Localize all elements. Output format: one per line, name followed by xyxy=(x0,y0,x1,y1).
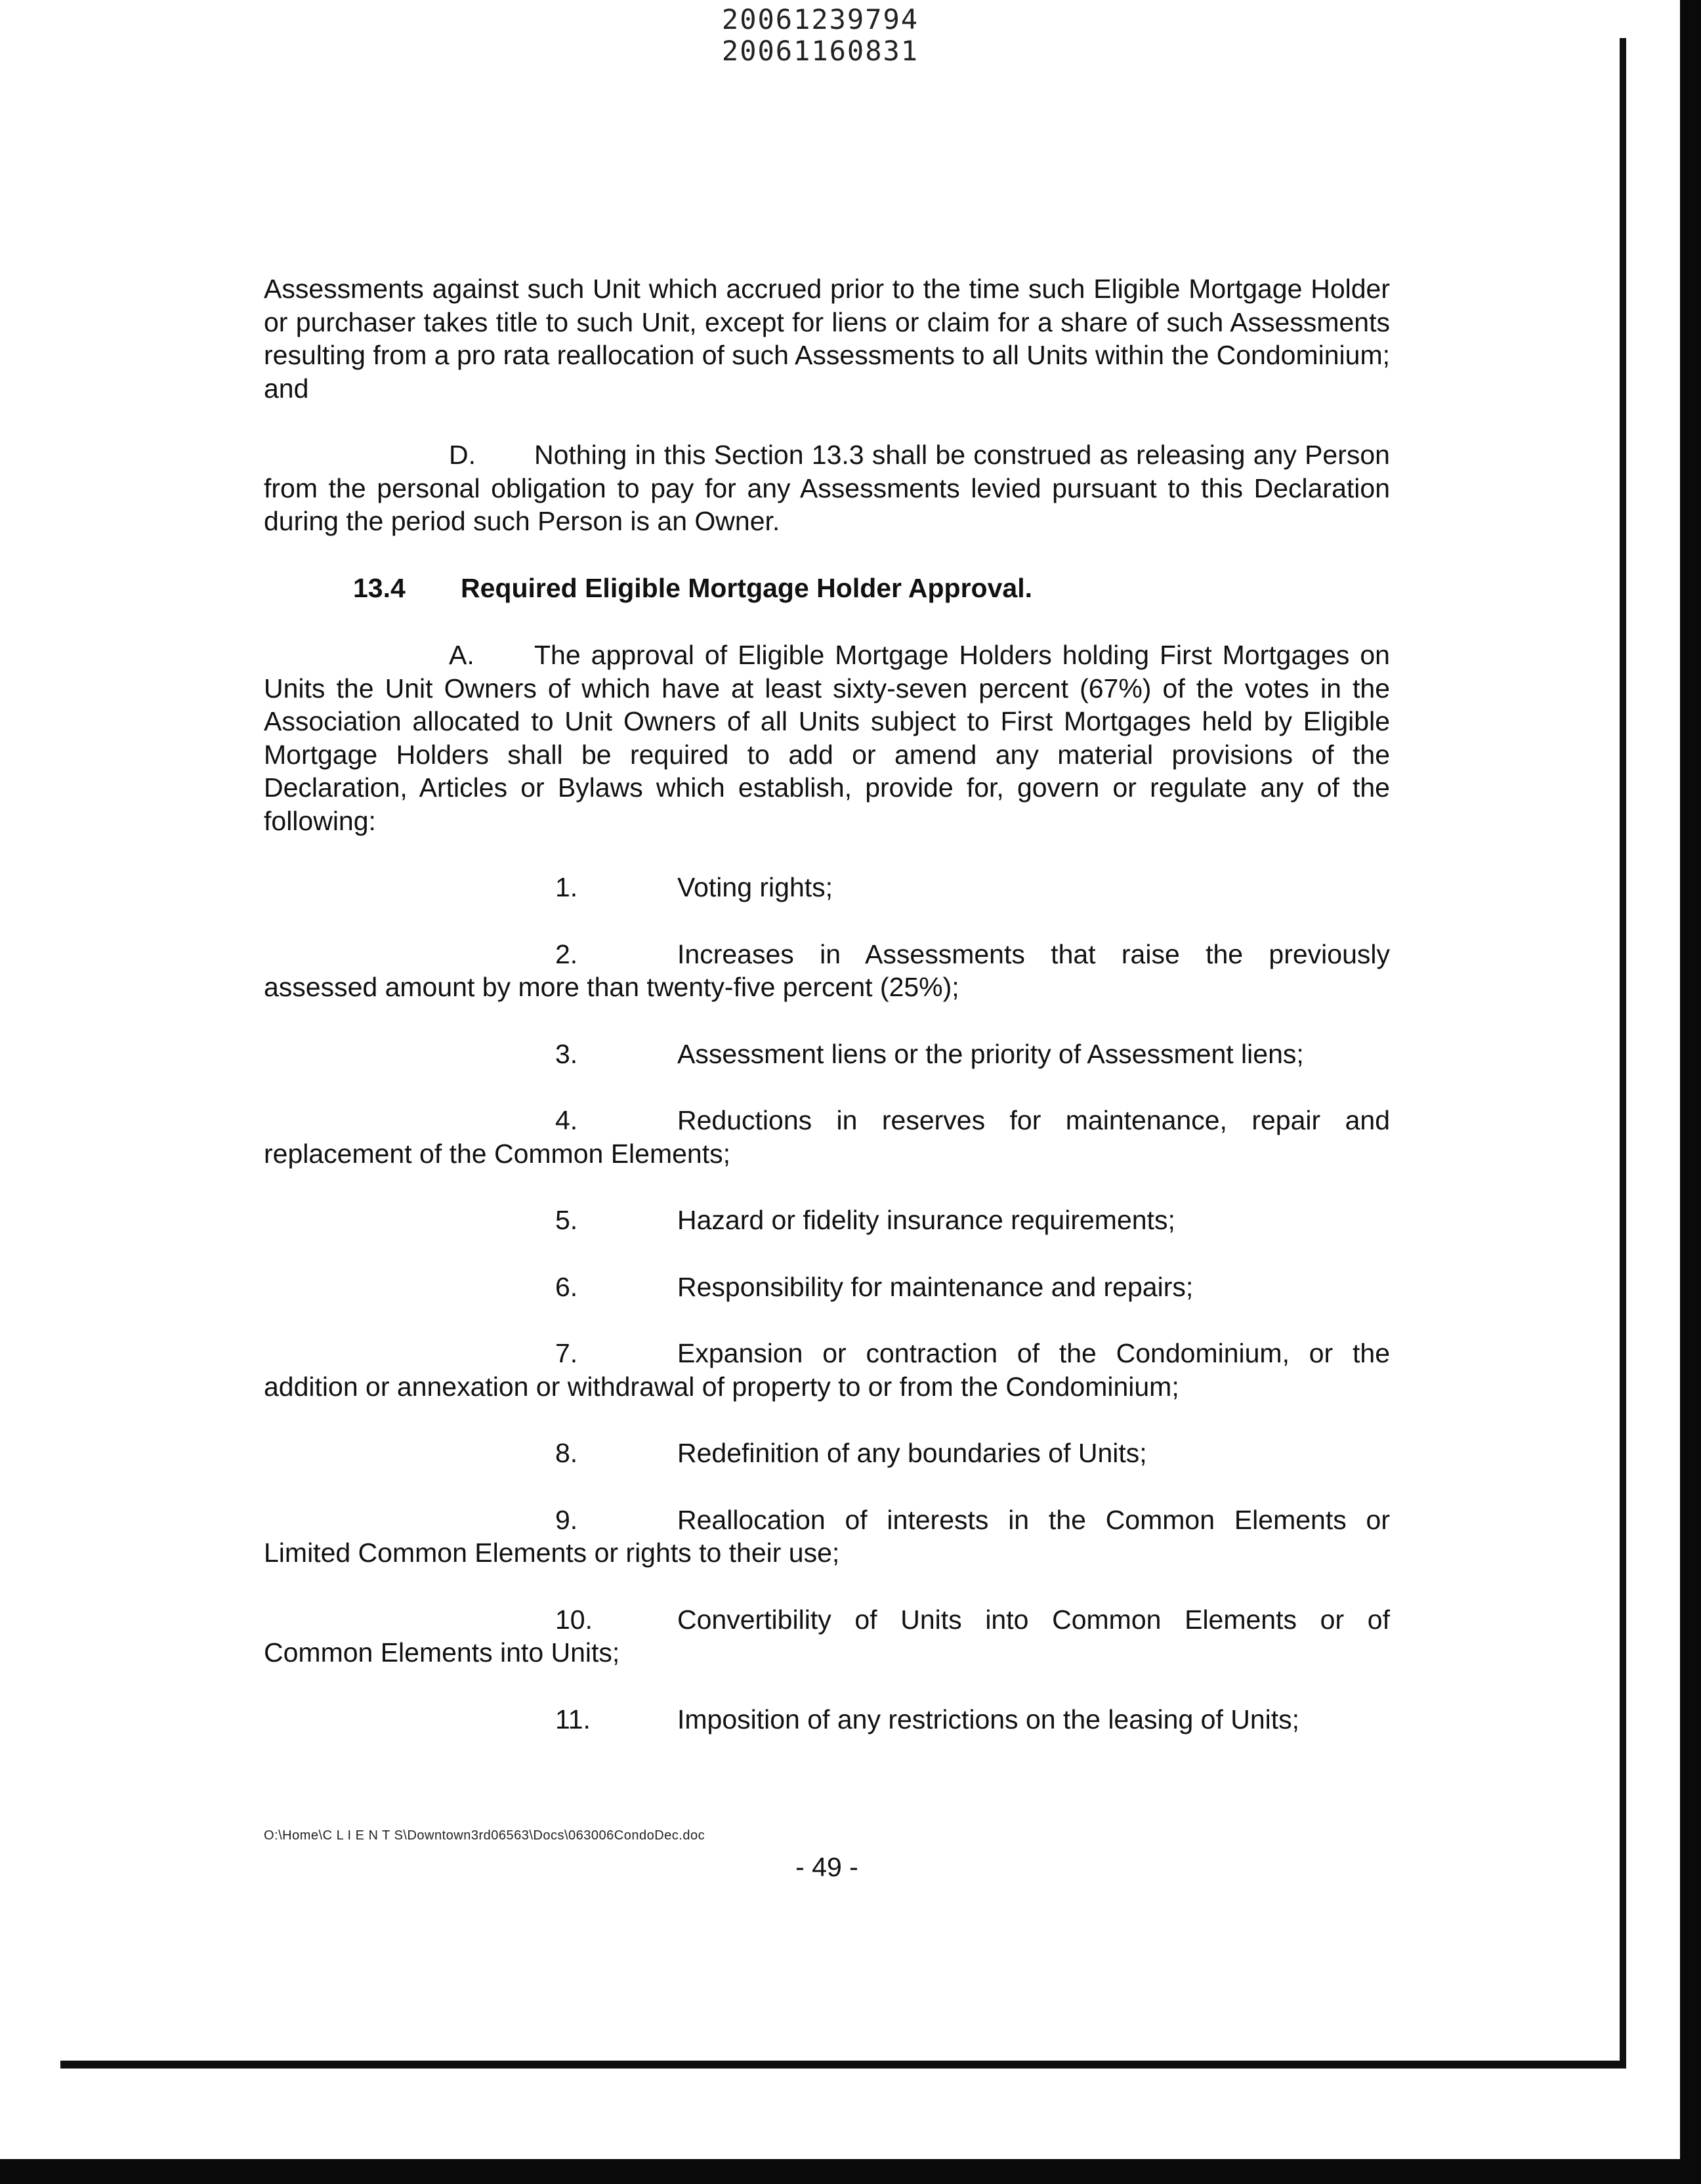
list-item xyxy=(264,938,1390,1004)
paragraph-a xyxy=(264,639,1390,837)
list-item-text: Increases in Assessments that raise the previously assessed amount by more than twenty-five percent (25%); xyxy=(264,938,1390,1002)
paragraph-marker: A. xyxy=(449,640,474,670)
list-item xyxy=(264,1337,1390,1403)
paragraph-d xyxy=(264,438,1390,538)
paragraph-text: The approval of Eligible Mortgage Holders holding First Mortgages on Units the Unit Owners of which have at least sixty-seven percent (67%) of the votes in the Association allocated to Unit Owners of all Units subject to First Mortgages held by Eligible Mortgage Holders shall be required to add or amend any material provisions of the Declaration, Articles or Bylaws which establish, provide for, govern or regulate any of the following: xyxy=(264,640,1390,836)
paragraph-marker: D. xyxy=(449,440,476,470)
list-item-number: 1. xyxy=(555,872,578,902)
list-item-number: 2. xyxy=(555,938,578,969)
page-edge-right-rule xyxy=(1620,38,1626,2066)
list-item-number: 11. xyxy=(555,1704,591,1734)
scan-border-bottom xyxy=(0,2159,1701,2184)
list-item-number: 8. xyxy=(555,1438,578,1468)
list-item xyxy=(264,1104,1390,1170)
section-number: 13.4 xyxy=(353,572,406,603)
list-item xyxy=(264,1503,1390,1570)
list-item-text: Imposition of any restrictions on the leasing of Units; xyxy=(677,1704,1300,1734)
list-item-text: Convertibility of Units into Common Elements or of Common Elements into Units; xyxy=(264,1604,1390,1668)
list-item-number: 3. xyxy=(555,1038,578,1069)
list-item-number: 6. xyxy=(555,1271,578,1302)
scan-border-right xyxy=(1680,0,1701,2184)
continuation-paragraph: Assessments against such Unit which accrued prior to the time such Eligible Mortgage Holder or purchaser takes title to such Unit, except for liens or claim for a share of such Assessments resulting from a pro rata reallocation of such Assessments to all Units within the Condominium; and xyxy=(264,274,1390,404)
list-item-number: 7. xyxy=(555,1338,578,1368)
recording-number-2: 20061160831 xyxy=(721,35,919,67)
list-item-text: Assessment liens or the priority of Assessment liens; xyxy=(677,1038,1304,1069)
list-item-number: 9. xyxy=(555,1504,578,1535)
list-item xyxy=(264,871,1390,904)
paragraph-text: Nothing in this Section 13.3 shall be construed as releasing any Person from the personal obligation to pay for any Assessments levied pursuant to this Declaration during the period such Person is an Owner. xyxy=(264,440,1390,536)
document-body xyxy=(264,272,1390,1769)
list-item-text: Voting rights; xyxy=(677,872,833,902)
list-item xyxy=(264,1437,1390,1470)
list-item-number: 10. xyxy=(555,1604,593,1635)
list-item-text: Reductions in reserves for maintenance, repair and replacement of the Common Elements; xyxy=(264,1105,1390,1169)
list-item-number: 5. xyxy=(555,1205,578,1235)
section-heading xyxy=(264,572,1390,605)
list-item-text: Responsibility for maintenance and repairs; xyxy=(677,1271,1194,1302)
list-item-text: Expansion or contraction of the Condominium, or the addition or annexation or withdrawal of property to or from the Condominium; xyxy=(264,1338,1390,1402)
list-item-text: Reallocation of interests in the Common Elements or Limited Common Elements or rights to their use; xyxy=(264,1504,1390,1568)
list-item-number: 4. xyxy=(555,1105,578,1135)
list-item-text: Redefinition of any boundaries of Units; xyxy=(677,1438,1147,1468)
document-file-path: O:\Home\C L I E N T S\Downtown3rd06563\Docs\063006CondoDec.doc xyxy=(264,1828,705,1843)
section-title: Required Eligible Mortgage Holder Approval. xyxy=(461,572,1032,603)
page-edge-bottom-rule xyxy=(60,2061,1626,2068)
list-item xyxy=(264,1270,1390,1304)
list-item xyxy=(264,1204,1390,1237)
list-item xyxy=(264,1703,1390,1736)
page-number: - 49 - xyxy=(795,1852,858,1882)
recording-number-1: 20061239794 xyxy=(721,3,919,35)
list-item-text: Hazard or fidelity insurance requirements; xyxy=(677,1205,1175,1235)
list-item xyxy=(264,1038,1390,1071)
list-item xyxy=(264,1603,1390,1670)
